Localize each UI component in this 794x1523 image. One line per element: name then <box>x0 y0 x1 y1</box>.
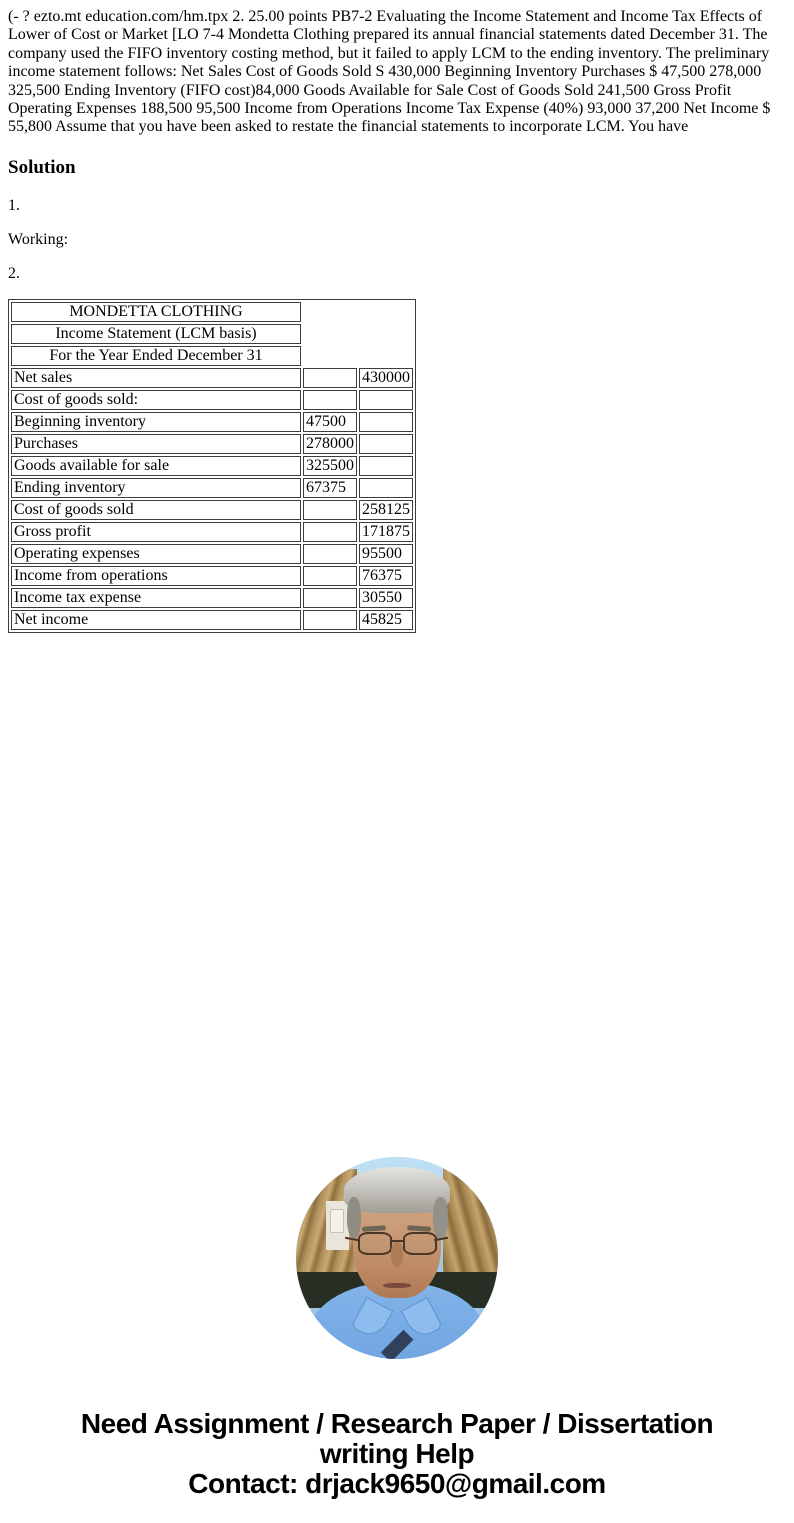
photo-hair-side-right <box>433 1197 447 1237</box>
row-value-cell <box>303 588 357 608</box>
row-value-cell <box>303 390 357 410</box>
table-row <box>11 544 413 564</box>
solution-item-1: 1. <box>8 196 20 214</box>
table-header-cell: For the Year Ended December 31 <box>11 346 301 366</box>
table-header-row <box>11 346 413 366</box>
problem-statement-text: (- ? ezto.mt education.com/hm.tpx 2. 25.00 points PB7-2 Evaluating the Income Statement and Income Tax Effects of Lower of Cost or Market [LO 7-4 Mondetta Clothing prepared its annual financial statements dated December 31. The company used the FIFO inventory costing method, but it failed to apply LCM to the ending inventory. The preliminary income statement follows: Net Sales Cost of Goods Sold S 430,000 Beginning Inventory Purchases $ 47,500 278,000 325,500 Ending Inventory (FIFO cost)84,000 Goods Available for Sale Cost of Goods Sold 241,500 Gross Profit Operating Expenses 188,500 95,500 Income from Operations Income Tax Expense (40%) 93,000 37,200 Net Income $ 55,800 Assume that you have been asked to restate the financial statements to incorporate LCM. You have <box>8 8 771 136</box>
row-value-cell: 30550 <box>359 588 413 608</box>
row-value-cell <box>359 390 413 410</box>
row-label-cell: Net sales <box>11 368 301 388</box>
row-value-cell <box>303 610 357 630</box>
row-label-cell: Cost of goods sold: <box>11 390 301 410</box>
row-value-cell: 45825 <box>359 610 413 630</box>
table-row <box>11 566 413 586</box>
table-row <box>11 390 413 410</box>
table-row <box>11 610 413 630</box>
row-label-cell: Goods available for sale <box>11 456 301 476</box>
table-header-row <box>11 302 413 322</box>
profile-photo-container <box>8 1157 786 1359</box>
photo-glasses-lens-left <box>358 1232 392 1254</box>
solution-heading: Solution <box>8 156 76 178</box>
row-value-cell <box>303 522 357 542</box>
row-value-cell <box>303 368 357 388</box>
row-value-cell: 171875 <box>359 522 413 542</box>
row-label-cell: Gross profit <box>11 522 301 542</box>
row-label-cell: Income tax expense <box>11 588 301 608</box>
row-value-cell <box>359 456 413 476</box>
row-value-cell: 47500 <box>303 412 357 432</box>
solution-item-2: 2. <box>8 264 20 282</box>
row-label-cell: Operating expenses <box>11 544 301 564</box>
row-value-cell <box>303 544 357 564</box>
row-value-cell <box>359 412 413 432</box>
row-label-cell: Beginning inventory <box>11 412 301 432</box>
table-header-row <box>11 324 413 344</box>
row-label-cell: Income from operations <box>11 566 301 586</box>
row-label-cell: Purchases <box>11 434 301 454</box>
photo-mouth <box>383 1283 411 1288</box>
footer-line-1: Need Assignment / Research Paper / Dissertation <box>80 1407 714 1439</box>
row-value-cell: 430000 <box>359 368 413 388</box>
income-statement-table <box>8 299 416 633</box>
row-value-cell: 278000 <box>303 434 357 454</box>
table-row <box>11 434 413 454</box>
row-value-cell: 67375 <box>303 478 357 498</box>
table-header-cell: MONDETTA CLOTHING <box>11 302 301 322</box>
table-header-cell: Income Statement (LCM basis) <box>11 324 301 344</box>
photo-hair-side-left <box>347 1197 361 1237</box>
row-value-cell <box>303 566 357 586</box>
table-row <box>11 412 413 432</box>
footer-advert <box>8 1409 786 1499</box>
row-value-cell: 325500 <box>303 456 357 476</box>
table-row <box>11 368 413 388</box>
table-row <box>11 500 413 520</box>
footer-line-2: writing Help <box>319 1437 475 1469</box>
table-row <box>11 588 413 608</box>
row-label-cell: Ending inventory <box>11 478 301 498</box>
photo-nose <box>391 1242 403 1268</box>
row-label-cell: Net income <box>11 610 301 630</box>
row-value-cell <box>303 500 357 520</box>
table-row <box>11 456 413 476</box>
table-row <box>11 478 413 498</box>
footer-contact-email: Contact: drjack9650@gmail.com <box>188 1467 606 1499</box>
blank-space <box>8 633 786 1157</box>
row-value-cell <box>359 434 413 454</box>
row-value-cell: 76375 <box>359 566 413 586</box>
row-value-cell: 95500 <box>359 544 413 564</box>
photo-switch-plate <box>330 1209 344 1233</box>
profile-photo <box>296 1157 498 1359</box>
row-value-cell <box>359 478 413 498</box>
photo-glasses-lens-right <box>403 1232 437 1254</box>
table-row <box>11 522 413 542</box>
row-value-cell: 258125 <box>359 500 413 520</box>
row-label-cell: Cost of goods sold <box>11 500 301 520</box>
working-label: Working: <box>8 230 69 248</box>
